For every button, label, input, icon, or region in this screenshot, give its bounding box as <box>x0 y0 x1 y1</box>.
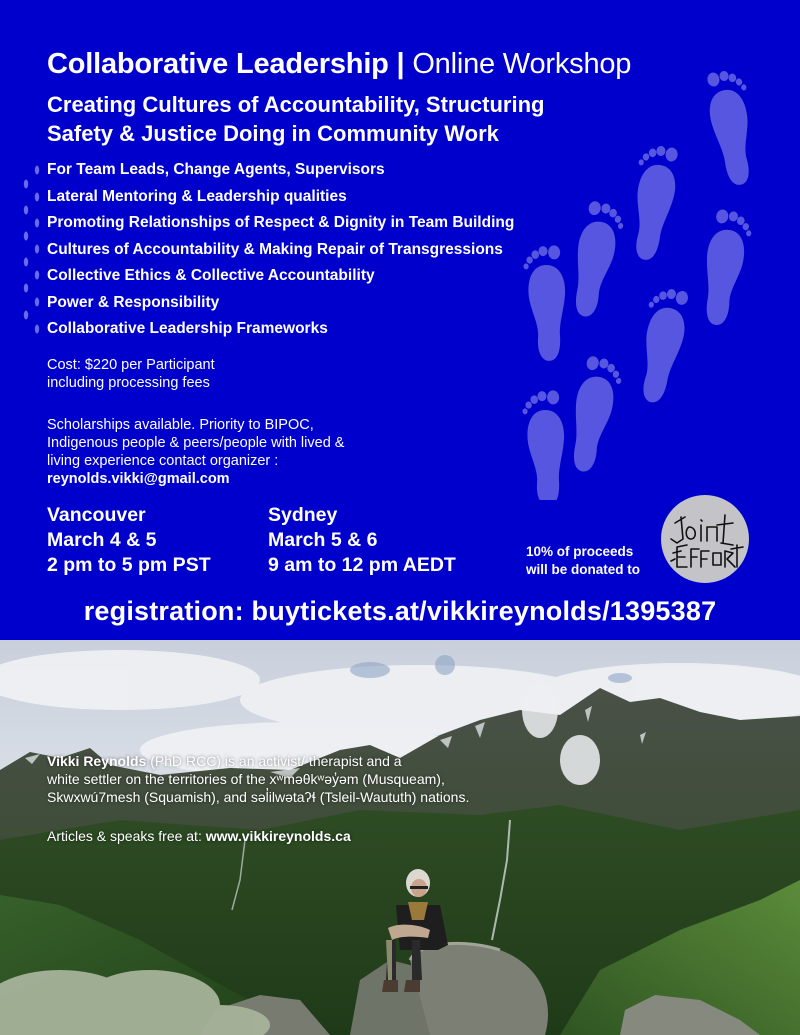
website-link[interactable]: www.vikkireynolds.ca <box>205 828 351 844</box>
session-sydney <box>268 503 456 578</box>
subtitle-line: Creating Cultures of Accountability, Structuring <box>47 92 545 117</box>
page-title <box>47 48 631 81</box>
donation-line: 10% of proceeds <box>526 544 634 559</box>
topic-item: Power & Responsibility <box>47 293 220 311</box>
scholarship-info <box>47 416 467 488</box>
session-time: 2 pm to 5 pm PST <box>47 554 211 576</box>
topic-item: Cultures of Accountability & Making Repair of Transgressions <box>47 240 503 258</box>
scholarship-line: Indigenous people & peers/people with lived & <box>47 435 345 451</box>
articles-label: Articles & speaks free at: <box>47 828 206 844</box>
organizer-email-link[interactable]: reynolds.vikki@gmail.com <box>47 471 230 487</box>
subtitle-line: Safety & Justice Doing in Community Work <box>47 121 499 146</box>
donation-note <box>526 543 640 579</box>
topic-item: Lateral Mentoring & Leadership qualities <box>47 187 347 205</box>
scholarship-line: Scholarships available. Priority to BIPOC, <box>47 417 314 433</box>
cost-info <box>47 356 215 392</box>
topic-item: Collective Ethics & Collective Accountability <box>47 267 375 284</box>
session-vancouver <box>47 503 211 578</box>
cost-line: Cost: $220 per Participant <box>47 357 215 373</box>
bio-line: Skwxwú7mesh (Squamish), and səl̓ilwətaʔɬ (Tsleil-Waututh) nations. <box>47 789 470 805</box>
title-light: Online Workshop <box>404 48 632 80</box>
scholarship-line: living experience contact organizer : <box>47 453 279 469</box>
title-bold: Collaborative Leadership | <box>47 48 405 80</box>
topic-item: Promoting Relationships of Respect & Dignity in Team Building <box>47 214 515 231</box>
topics-list <box>47 160 514 346</box>
session-city: Sydney <box>268 504 338 526</box>
bio-line: white settler on the territories of the xʷməθkʷəy̓əm (Musqueam), <box>47 771 445 787</box>
joint-effort-logo <box>661 495 749 583</box>
subtitle <box>47 90 647 148</box>
donation-line: will be donated to <box>526 562 640 577</box>
session-time: 9 am to 12 pm AEDT <box>268 554 456 576</box>
articles-info <box>47 828 351 844</box>
joint-effort-logo-icon <box>661 495 749 583</box>
bullet-footprints-icon <box>18 160 48 340</box>
session-dates: March 5 & 6 <box>268 529 378 551</box>
presenter-name: Vikki Reynolds <box>47 753 147 769</box>
bio-text: (PhD RCC) is an activist/ therapist and a <box>146 753 402 769</box>
registration-link[interactable]: registration: buytickets.at/vikkireynolds/1395387 <box>83 596 717 626</box>
topic-item: Collaborative Leadership Frameworks <box>47 320 328 337</box>
session-dates: March 4 & 5 <box>47 529 157 551</box>
topic-item: For Team Leads, Change Agents, Supervisors <box>47 161 385 178</box>
session-city: Vancouver <box>47 504 146 526</box>
presenter-bio <box>47 752 547 806</box>
cost-line: including processing fees <box>47 375 210 391</box>
bio-line <box>47 752 547 770</box>
